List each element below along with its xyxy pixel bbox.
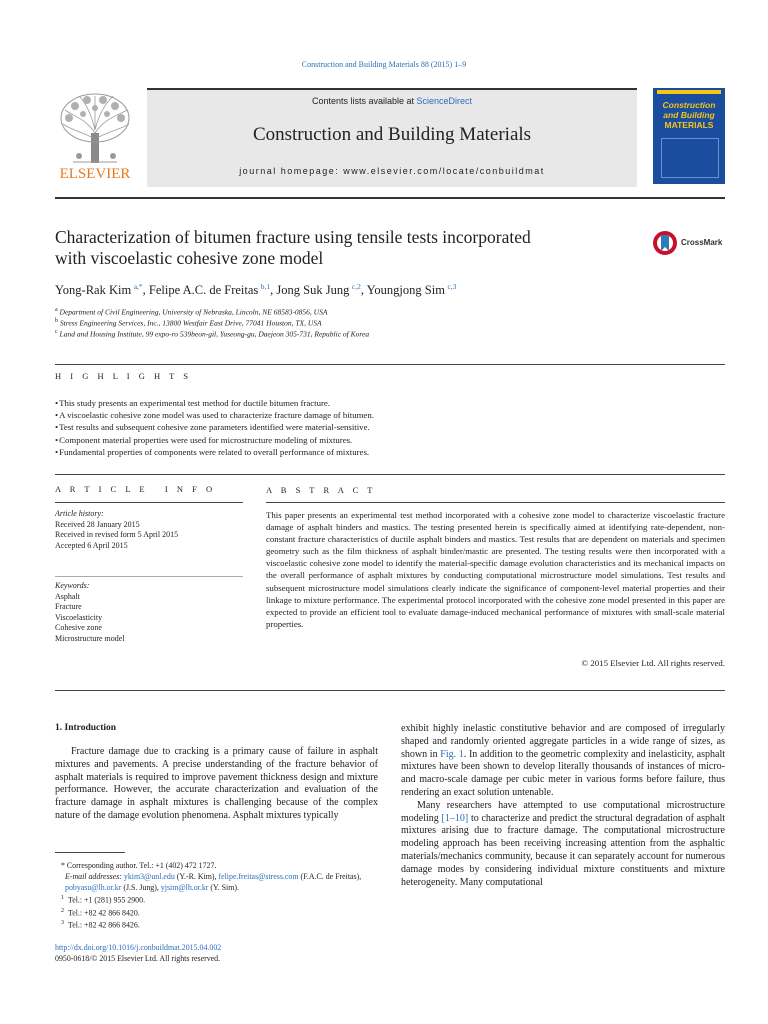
- crossmark-button[interactable]: [652, 228, 732, 258]
- journal-title: Construction and Building Materials: [252, 124, 532, 145]
- keyword: Fracture: [55, 602, 82, 612]
- intro-paragraph: [401, 723, 725, 800]
- highlight-item: • Component material properties were used for microstructure modeling of mixtures.: [55, 434, 725, 446]
- masthead-rule: [55, 197, 725, 199]
- abstract-heading: A B S T R A C T: [266, 485, 376, 495]
- author-list: Yong-Rak Kim $^{a,*}$, Felipe A.C. de Freitas $^{b,1}$, Jong Suk Jung $^{c,2}$, Youngjong Sim $^{c,3}$: [55, 282, 457, 298]
- footnote-text: Tel.: +82 42 866 8420.: [67, 908, 140, 918]
- keywords-label: Keywords:: [55, 581, 90, 590]
- corresponding-author-note: * Corresponding author. Tel.: +1 (402) 472 1727.: [61, 861, 217, 870]
- email-link[interactable]: ykim3@unl.edu: [123, 872, 175, 881]
- paragraph-text: . In addition to the geometric complexity and inelasticity, asphalt mixtures have been shown to develop literally thousands of instances of micro- and macro-scale damage per cubic meter in various forms before failure, thus rendering an exact solution untenable.: [401, 748, 725, 798]
- affiliation-text: Stress Engineering Services, Inc., 13800 Westfair East Drive, 77041 Houston, TX, USA: [59, 318, 322, 328]
- abstract-copyright: © 2015 Elsevier Ltd. All rights reserved.: [581, 658, 725, 668]
- email-owner: (J.S. Jung),: [121, 883, 161, 892]
- intro-left-column: [55, 746, 378, 823]
- doi-link[interactable]: http://dx.doi.org/10.1016/j.conbuildmat.2015.04.002: [55, 943, 222, 952]
- intro-paragraph: [401, 800, 725, 890]
- reference-link[interactable]: [1–10]: [441, 812, 469, 824]
- elsevier-wordmark: ELSEVIER: [59, 166, 131, 182]
- email-link[interactable]: yjsim@lh.or.kr: [160, 883, 209, 892]
- author-affiliation-link[interactable]: c,2: [351, 282, 361, 291]
- article-title: [55, 227, 635, 269]
- contents-line: [147, 96, 637, 106]
- section-rule: [266, 502, 725, 503]
- author-name: Jong Suk Jung: [276, 283, 350, 298]
- author-name: Youngjong Sim: [366, 283, 445, 298]
- affiliation-text: Department of Civil Engineering, University of Nebraska, Lincoln, NE 68583-0856, USA: [59, 307, 328, 317]
- highlight-item: • Fundamental properties of components were related to overall performance of mixtures.: [55, 446, 725, 458]
- revised-date: Received in revised form 5 April 2015: [55, 530, 179, 539]
- author-affiliation-link[interactable]: a,*: [133, 282, 143, 291]
- section-rule: [55, 364, 725, 365]
- crossmark-icon: [652, 229, 678, 257]
- keyword: Cohesive zone: [55, 623, 102, 633]
- author-affiliation-link[interactable]: b,1: [260, 282, 271, 291]
- affiliation: [55, 318, 322, 328]
- affiliation-marker: c: [55, 329, 58, 335]
- contents-prefix: Contents lists available at: [311, 96, 417, 106]
- email-link[interactable]: felipe.freitas@stress.com: [218, 872, 299, 881]
- paragraph-text: to characterize and predict the structural degradation of asphalt mixtures arising due to fracture damage. The computational microstructure modeling approach has been receiving increasing attention from the asphaltic materials/mechanics community, because it can separately account for numerous damage modes by considering individual mixture constituents and mixture heterogeneity. Many computational: [401, 812, 726, 888]
- cover-title: [657, 100, 721, 130]
- author-name: Felipe A.C. de Freitas: [148, 283, 259, 298]
- journal-reference-link[interactable]: Construction and Building Materials 88 (2015) 1–9: [301, 60, 467, 69]
- elsevier-logo: [55, 88, 135, 186]
- footnote-rule: [55, 852, 125, 853]
- email-link[interactable]: pobyasu@lh.or.kr: [65, 883, 122, 892]
- section-rule: [55, 474, 725, 475]
- figure-link[interactable]: Fig. 1: [440, 748, 464, 760]
- title-line: Characterization of bitumen fracture using tensile tests incorporated: [55, 227, 531, 247]
- footnote-text: Tel.: +1 (281) 955 2900.: [67, 895, 146, 905]
- footnote: $^3$ Tel.: +82 42 866 8426.: [61, 920, 140, 930]
- affiliation-text: Land and Housing Institute, 99 expo-ro 539beon-gil, Yuseong-gu, Daejeon 305-731, Republic of Korea: [59, 329, 370, 339]
- intro-paragraph: Fracture damage due to cracking is a primary cause of failure in asphalt mixtures and pavements. A precise understanding of the fracture behavior of asphalt materials is required to improve pavement thickness design and mixture performance. However, the accurate characterization and evaluation of the fracture damage in asphalt mixtures is challenging because of the complex nature of the damage evolution phenomena. Asphalt mixtures typically: [55, 746, 378, 821]
- footnotes: [55, 860, 378, 931]
- highlight-item: • Test results and subsequent cohesive zone parameters identified were material-sensitive.: [55, 421, 725, 433]
- journal-cover-thumbnail: [653, 88, 725, 184]
- footnote: $^2$ Tel.: +82 42 866 8420.: [61, 907, 140, 918]
- received-date: Received 28 January 2015: [55, 519, 140, 529]
- email-label: E-mail addresses:: [65, 872, 124, 881]
- doi-block: [55, 942, 221, 964]
- abstract-text: This paper presents an experimental test method incorporated with a cohesive zone model to characterize viscoelastic fracture damage of asphalt binders and mastics. The testing presented herein is specifically aimed at identifying rate-dependent, non-constant fracture characteristics of ductile asphalt binders and mastics. Test results that are dependent on materials and specimen geometry such as the film thickness of asphalt binder/mastic are presented. The testing results were then incorporated with a viscoelastic cohesive zone model to identify the material-specific damage evolution characteristics and its mechanical impacts on the overall performance of asphalt mixtures by conducting computational microstructure model simulations. Test results and subsequent microstructure model simulations clearly indicate the significance of component-level material properties and their linkage to mixture performance. The experimental protocol incorporated with the cohesive zone model presented in this paper are expected to provide an efficient tool to evaluate damage-induced mechanical performance of mixtures with small-scale material properties.: [266, 510, 725, 629]
- paragraph-text: Many researchers have attempted to use computational microstructure modeling: [401, 799, 725, 824]
- keyword: Microstructure model: [55, 633, 125, 643]
- history-label: Article history:: [55, 509, 104, 518]
- journal-masthead: [55, 88, 725, 186]
- article-history: [55, 509, 178, 551]
- issn-line: 0950-0618/© 2015 Elsevier Ltd. All rights reserved.: [55, 954, 221, 963]
- keywords-rule: [55, 576, 243, 577]
- highlights-heading: H I G H L I G H T S: [55, 371, 192, 381]
- keyword: Asphalt: [55, 591, 80, 601]
- email-owner: (Y. Sim).: [208, 883, 239, 892]
- author-name: Yong-Rak Kim: [55, 283, 132, 298]
- paragraph-text: exhibit highly inelastic constitutive behavior and are composed of irregularly shaped and randomly oriented aggregate particles in a wide range of sizes, as shown in: [401, 723, 725, 760]
- email-note: [55, 871, 378, 893]
- cover-title-line: MATERIALS: [664, 120, 714, 130]
- journal-banner: [147, 88, 637, 187]
- accepted-date: Accepted 6 April 2015: [55, 540, 128, 550]
- title-line: with viscoelastic cohesive zone model: [55, 248, 324, 268]
- intro-right-column: [401, 723, 725, 889]
- email-owner: (F.A.C. de Freitas),: [298, 872, 362, 881]
- affiliation-marker: b: [55, 318, 58, 324]
- article-info-heading: A R T I C L E I N F O: [55, 484, 216, 494]
- cover-title-line: and Building: [663, 110, 715, 120]
- journal-homepage[interactable]: journal homepage: www.elsevier.com/locate/conbuildmat: [239, 166, 545, 176]
- highlights-list: [55, 397, 725, 458]
- author-affiliation-link[interactable]: c,3: [447, 282, 457, 291]
- cover-title-line: Construction: [662, 100, 716, 110]
- keyword: Viscoelasticity: [55, 612, 103, 622]
- sciencedirect-link[interactable]: ScienceDirect: [416, 96, 473, 106]
- introduction-heading: 1. Introduction: [55, 723, 117, 733]
- section-rule: [55, 502, 243, 503]
- affiliation-marker: a: [55, 307, 58, 313]
- keywords-list: [55, 581, 125, 645]
- affiliation: [55, 329, 369, 339]
- footnote-text: Tel.: +82 42 866 8426.: [67, 920, 140, 930]
- section-rule: [55, 690, 725, 691]
- cover-graphic: [661, 138, 719, 178]
- highlight-item: • This study presents an experimental test method for ductile bitumen fracture.: [55, 397, 725, 409]
- affiliation: [55, 307, 327, 317]
- highlight-item: • A viscoelastic cohesive zone model was used to characterize fracture damage of bitumen.: [55, 409, 725, 421]
- footnote: $^1$ Tel.: +1 (281) 955 2900.: [61, 895, 146, 905]
- crossmark-label: CrossMark: [681, 238, 723, 247]
- cover-strip: [657, 90, 721, 94]
- email-owner: (Y.-R. Kim),: [174, 872, 219, 881]
